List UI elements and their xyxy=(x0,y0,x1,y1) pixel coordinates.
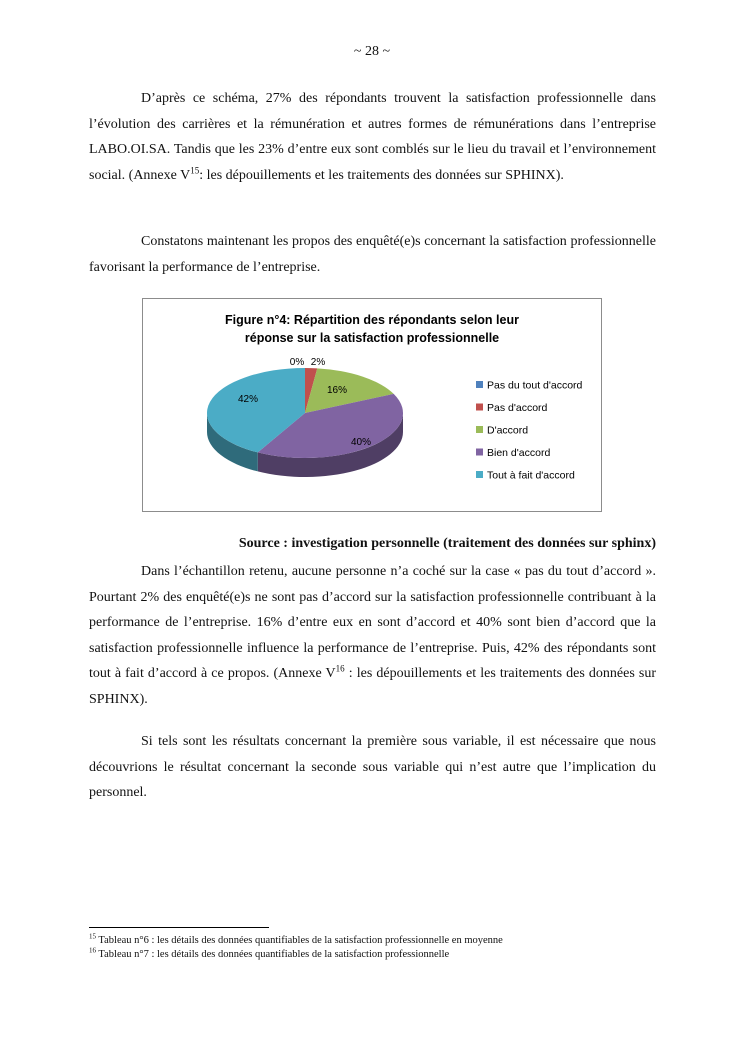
legend-swatch-tout-fait-d-accord xyxy=(476,471,483,478)
footnote-16 xyxy=(89,948,449,961)
legend-label-bien-d-accord: Bien d'accord xyxy=(487,447,551,459)
paragraph-3 xyxy=(89,559,656,712)
chart-title-line-1: Figure n°4: Répartition des répondants selon leur xyxy=(225,313,519,327)
footnote-15-text: Tableau n°6 : les détails des données quantifiables de la satisfaction professionnelle en moyenne xyxy=(96,935,503,946)
data-label-tout-fait-d-accord: 42% xyxy=(237,394,259,405)
legend-swatch-d-accord xyxy=(476,426,483,433)
paragraph-1-text-end: : les dépouillements et les traitements des données sur SPHINX). xyxy=(199,167,564,183)
paragraph-2-text: Constatons maintenant les propos des enquêté(e)s concernant la satisfaction professionnelle favorisant la performance de l’entreprise. xyxy=(89,234,656,275)
data-label-bien-d-accord: 40% xyxy=(350,437,372,448)
paragraph-3-text-end: : les dépouillements et les traitements des données sur SPHINX). xyxy=(89,666,656,707)
legend-swatch-pas-d-accord xyxy=(476,404,483,411)
paragraph-4 xyxy=(89,729,656,806)
footnote-16-text: Tableau n°7 : les détails des données quantifiables de la satisfaction professionnelle xyxy=(96,949,450,960)
paragraph-1-text: D’après ce schéma, 27% des répondants trouvent la satisfaction professionnelle dans l’évolution des carrières et la rémunération et autres formes de rémunérations dans l’entreprise LABO.OI.SA. Tandis que les 23% d’entre eux sont comblés sur le lieu du travail et l’environnement social. (Annexe V xyxy=(89,91,656,183)
paragraph-3-text: Dans l’échantillon retenu, aucune personne n’a coché sur la case « pas du tout d’accord ». Pourtant 2% des enquêté(e)s ne sont pas d’accord sur la satisfaction professionnelle contribuant à la performance de l’entreprise. 16% d’entre eux en sont d’accord et 40% sont bien d’accord que la satisfaction professionnelle influence la performance de l’entreprise. Puis, 42% des répondants sont tout à fait d’accord à ce propos. (Annexe V xyxy=(89,564,656,681)
legend-label-pas-du-tout-d-accord: Pas du tout d'accord xyxy=(487,379,583,392)
data-label-pas-du-tout-d-accord: 0% xyxy=(289,357,305,368)
legend-label-pas-d-accord: Pas d'accord xyxy=(487,402,548,414)
footnote-15 xyxy=(89,934,503,947)
chart-title-line-2: réponse sur la satisfaction professionnelle xyxy=(244,331,500,345)
data-label-pas-d-accord: 2% xyxy=(310,357,326,368)
footnote-15-number: 15 xyxy=(89,932,96,941)
footnote-ref-16: 16 xyxy=(335,663,345,674)
paragraph-4-text: Si tels sont les résultats concernant la première sous variable, il est nécessaire que nous découvrions le résultat concernant la seconde sous variable qui n’est autre que l’implication du personnel. xyxy=(89,734,656,800)
legend-label-d-accord: D'accord xyxy=(487,424,529,437)
footnote-ref-15: 15 xyxy=(190,164,200,175)
pie-chart-figure xyxy=(142,298,602,512)
legend-label-tout-fait-d-accord: Tout à fait d'accord xyxy=(487,469,575,482)
footnote-16-number: 16 xyxy=(89,946,96,955)
figure-source: Source : investigation personnelle (traitement des données sur sphinx) xyxy=(238,536,656,551)
paragraph-2 xyxy=(89,229,656,280)
paragraph-1 xyxy=(89,86,656,188)
data-label-d-accord: 16% xyxy=(326,385,348,396)
footnote-separator xyxy=(89,927,269,928)
pie-chart xyxy=(143,299,601,511)
page-number: ~ 28 ~ xyxy=(353,44,391,59)
legend-swatch-pas-du-tout-d-accord xyxy=(476,381,483,388)
legend-swatch-bien-d-accord xyxy=(476,449,483,456)
